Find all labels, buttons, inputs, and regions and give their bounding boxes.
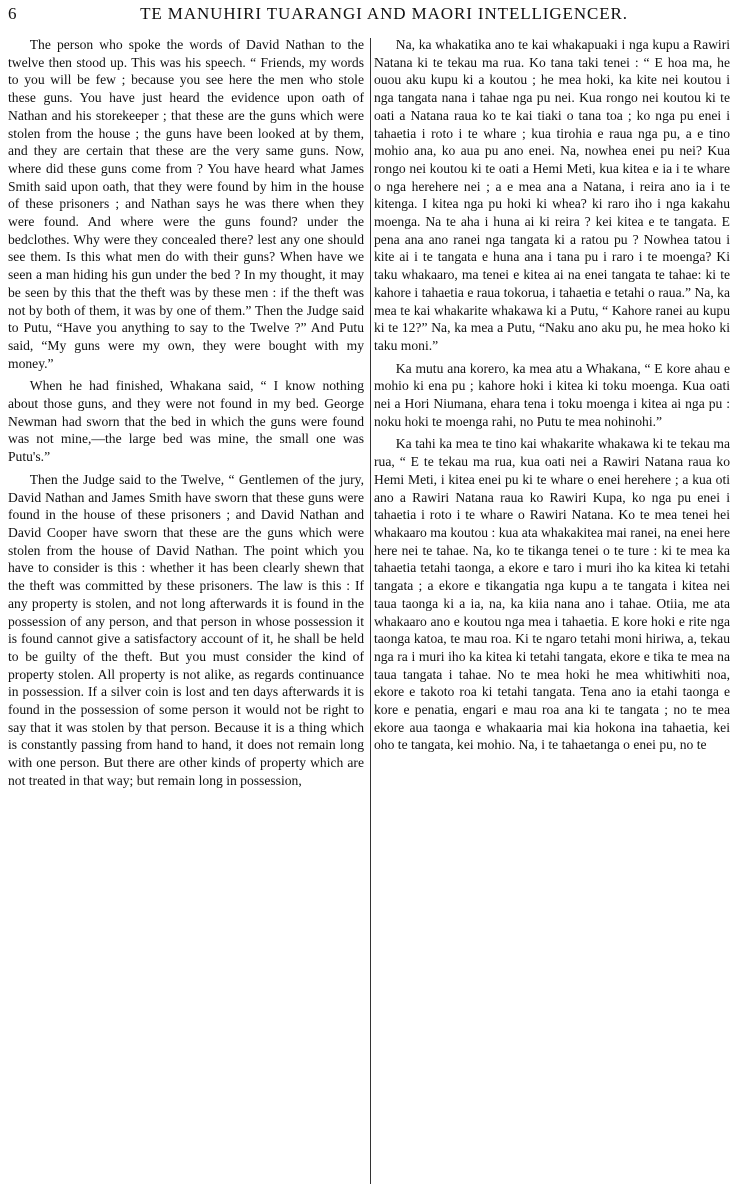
page-number: 6 <box>8 4 17 23</box>
english-paragraph-2: When he had finished, Whakana said, “ I know nothing about those guns, and they were not found in my bed. George Newman had sworn that the bed in which the guns were found was not mine,—the large bed was mine, the small one was Putu's.” <box>8 378 364 465</box>
article-columns <box>8 36 728 1186</box>
maori-paragraph-1: Na, ka whakatika ano te kai whakapuaki i nga kupu a Rawiri Natana ki te tekau ma rua. Ko tana taki tenei : “ E hoa ma, he ouou aku kupu ki a koutou ; he mea hoki, ka kite nei koutou i nga tangata nana i tahae nga pu nei. Kua rongo nei koutou ki te oati a Natana raua ko te kai tiaki o tana toa ; ko nga pu enei i tahaetia i roto i te whare ; kua tirohia e raua nga pu, a e tino mohio ana, ko aua pu ano enei. Na, nowhea enei pu nei? Kua rongo nei koutou ki te oati a Hemi Meti, kua kitea e ia i te whare o nga herehere nei ; a e mea ana a Natana, i reira ano ia i te kitenga. I kitea nga pu hoki ki whea? ki raro iho i nga kakahu moenga. Na te aha i huna ai ki reira ? kei kitea e te tangata. E pena ana ano ranei nga tangata ki a ratou pu ? Nowhea tatou i kite ai i te tangata e huna ana i tana pu i raro i te moenga? Ki taku whakaaro, ma tenei e kitea ai na enei tangata te tahae: ki te kahore i tahaetia e raua tokorua, i tahaetia e tetahi o raua.” Na, ka mea te kai whakarite whakawa ki a Putu, “ Kahore ranei au kupu ki te 12?” Na, ka mea a Putu, “Naku ano aku pu, he mea hoko ki taku moni.” <box>374 37 730 353</box>
english-column <box>8 36 364 1186</box>
english-paragraph-3: Then the Judge said to the Twelve, “ Gentlemen of the jury, David Nathan and James Smith have sworn that these guns were found in the house of these prisoners ; and David Nathan and David Cooper have sworn that these are the guns which were stolen from the house of David Nathan. The point which you have to consider is this : whether it has been clearly shewn that the theft was committed by these prisoners. The law is this : If any property is stolen, and not long afterwards it is found in the possession of any person, and that person in whose possession it is found cannot give a satisfactory account of it, he shall be held to be guilty of the theft. But you must consider the kind of property stolen. All property is not alike, as regards continuance in possession. If a silver coin is lost and ten days afterwards it is found in the possession of some person it would not be right to say that it was stolen by that person. Because it is a thing which is constantly passing from hand to hand, it does not remain long with one person. But there are other kinds of property which are not treated in that way; but remain long in possession, <box>8 471 364 788</box>
maori-column <box>374 36 730 1186</box>
maori-paragraph-2: Ka mutu ana korero, ka mea atu a Whakana, “ E kore ahau e mohio ki ena pu ; kahore hoki i kitea ki toku moenga. Kua oati nei a Hori Niumana, ehara tena i toku moenga i kitea ai nga pu : noku hoki te moenga rahi, no Putu te mea nohinohi.” <box>374 360 730 429</box>
page-header <box>8 4 728 30</box>
column-divider <box>370 38 371 1184</box>
english-paragraph-1: The person who spoke the words of David Nathan to the twelve then stood up. This was his speech. “ Friends, my words to you will be few ; because you see here the men who stole these guns. You have just heard the evidence upon oath of Nathan and his storekeeper ; that these are the guns which were stolen from the house ; the guns have been looked at by them, and they are certain that these are the very same guns. Now, where did these guns come from ? You have heard what James Smith said upon oath, that they were found by him in the house of these prisoners ; and Nathan says he was there when they were found. And where were the guns found? under the bedclothes. Why were they concealed there? lest any one should see them. Is this what men do with their guns? When have we seen a man hiding his gun under the bed ? In my thought, it may be seen by this that the theft was by these men : if the theft was not by both of them, it was by one of them.” Then the Judge said to Putu, “Have you anything to say to the Twelve ?” And Putu said, “My guns were my own, they were bought with my money.” <box>8 37 364 371</box>
masthead-title: TE MANUHIRI TUARANGI AND MAORI INTELLIGENCER. <box>140 4 628 23</box>
maori-paragraph-3: Ka tahi ka mea te tino kai whakarite whakawa ki te tekau ma rua, “ E te tekau ma rua, kua oati nei a Rawiri Natana raua ko Hemi Meti, i kitea enei pu ki te whare o enei herehere ; a kua oti ano a Rawiri Natana raua ko Rawiri Kupa, ko nga pu enei i tahaetia i roto i te whare o Rawiri Natana. Ko te mea tenei hei whakaaro ma koutou : kua ata whakakitea mai ranei, na enei here here nei te tahae. Na, ko te tikanga tenei o te ture : ki te mea ka tahaetia tetahi taonga, a ekore e taro i muri iho ka kitea ki tetahi tangata ; a ekore e tikangatia nga kupu a te tangata i kitea nei taua taonga ki a ia, na, ka kiia nana ano i tahae. Otiia, me ata whakaaro ano e koutou nga mea i tahaetia. E kore hoki e rite nga taonga katoa, te mau roa. Ki te ngaro tetahi moni hiriwa, a, tekau nga ra i muri iho ka kitea ki tetahi tangata, ekore e tika te mea na taua tangata i tahae. No te mea hoki he mea whitiwhiti noa, ekore e takoto roa ki tetahi tangata. Tena ano ia etahi taonga e kore e penatia, engari e mau roa ana ki te tangata ; no te mea ekore aua taonga e whakaaria mai kia hokona ina tahaetia, kei oho te tangata, kei mohio. Na, i te tahaetanga o enei pu, no te <box>374 436 730 753</box>
